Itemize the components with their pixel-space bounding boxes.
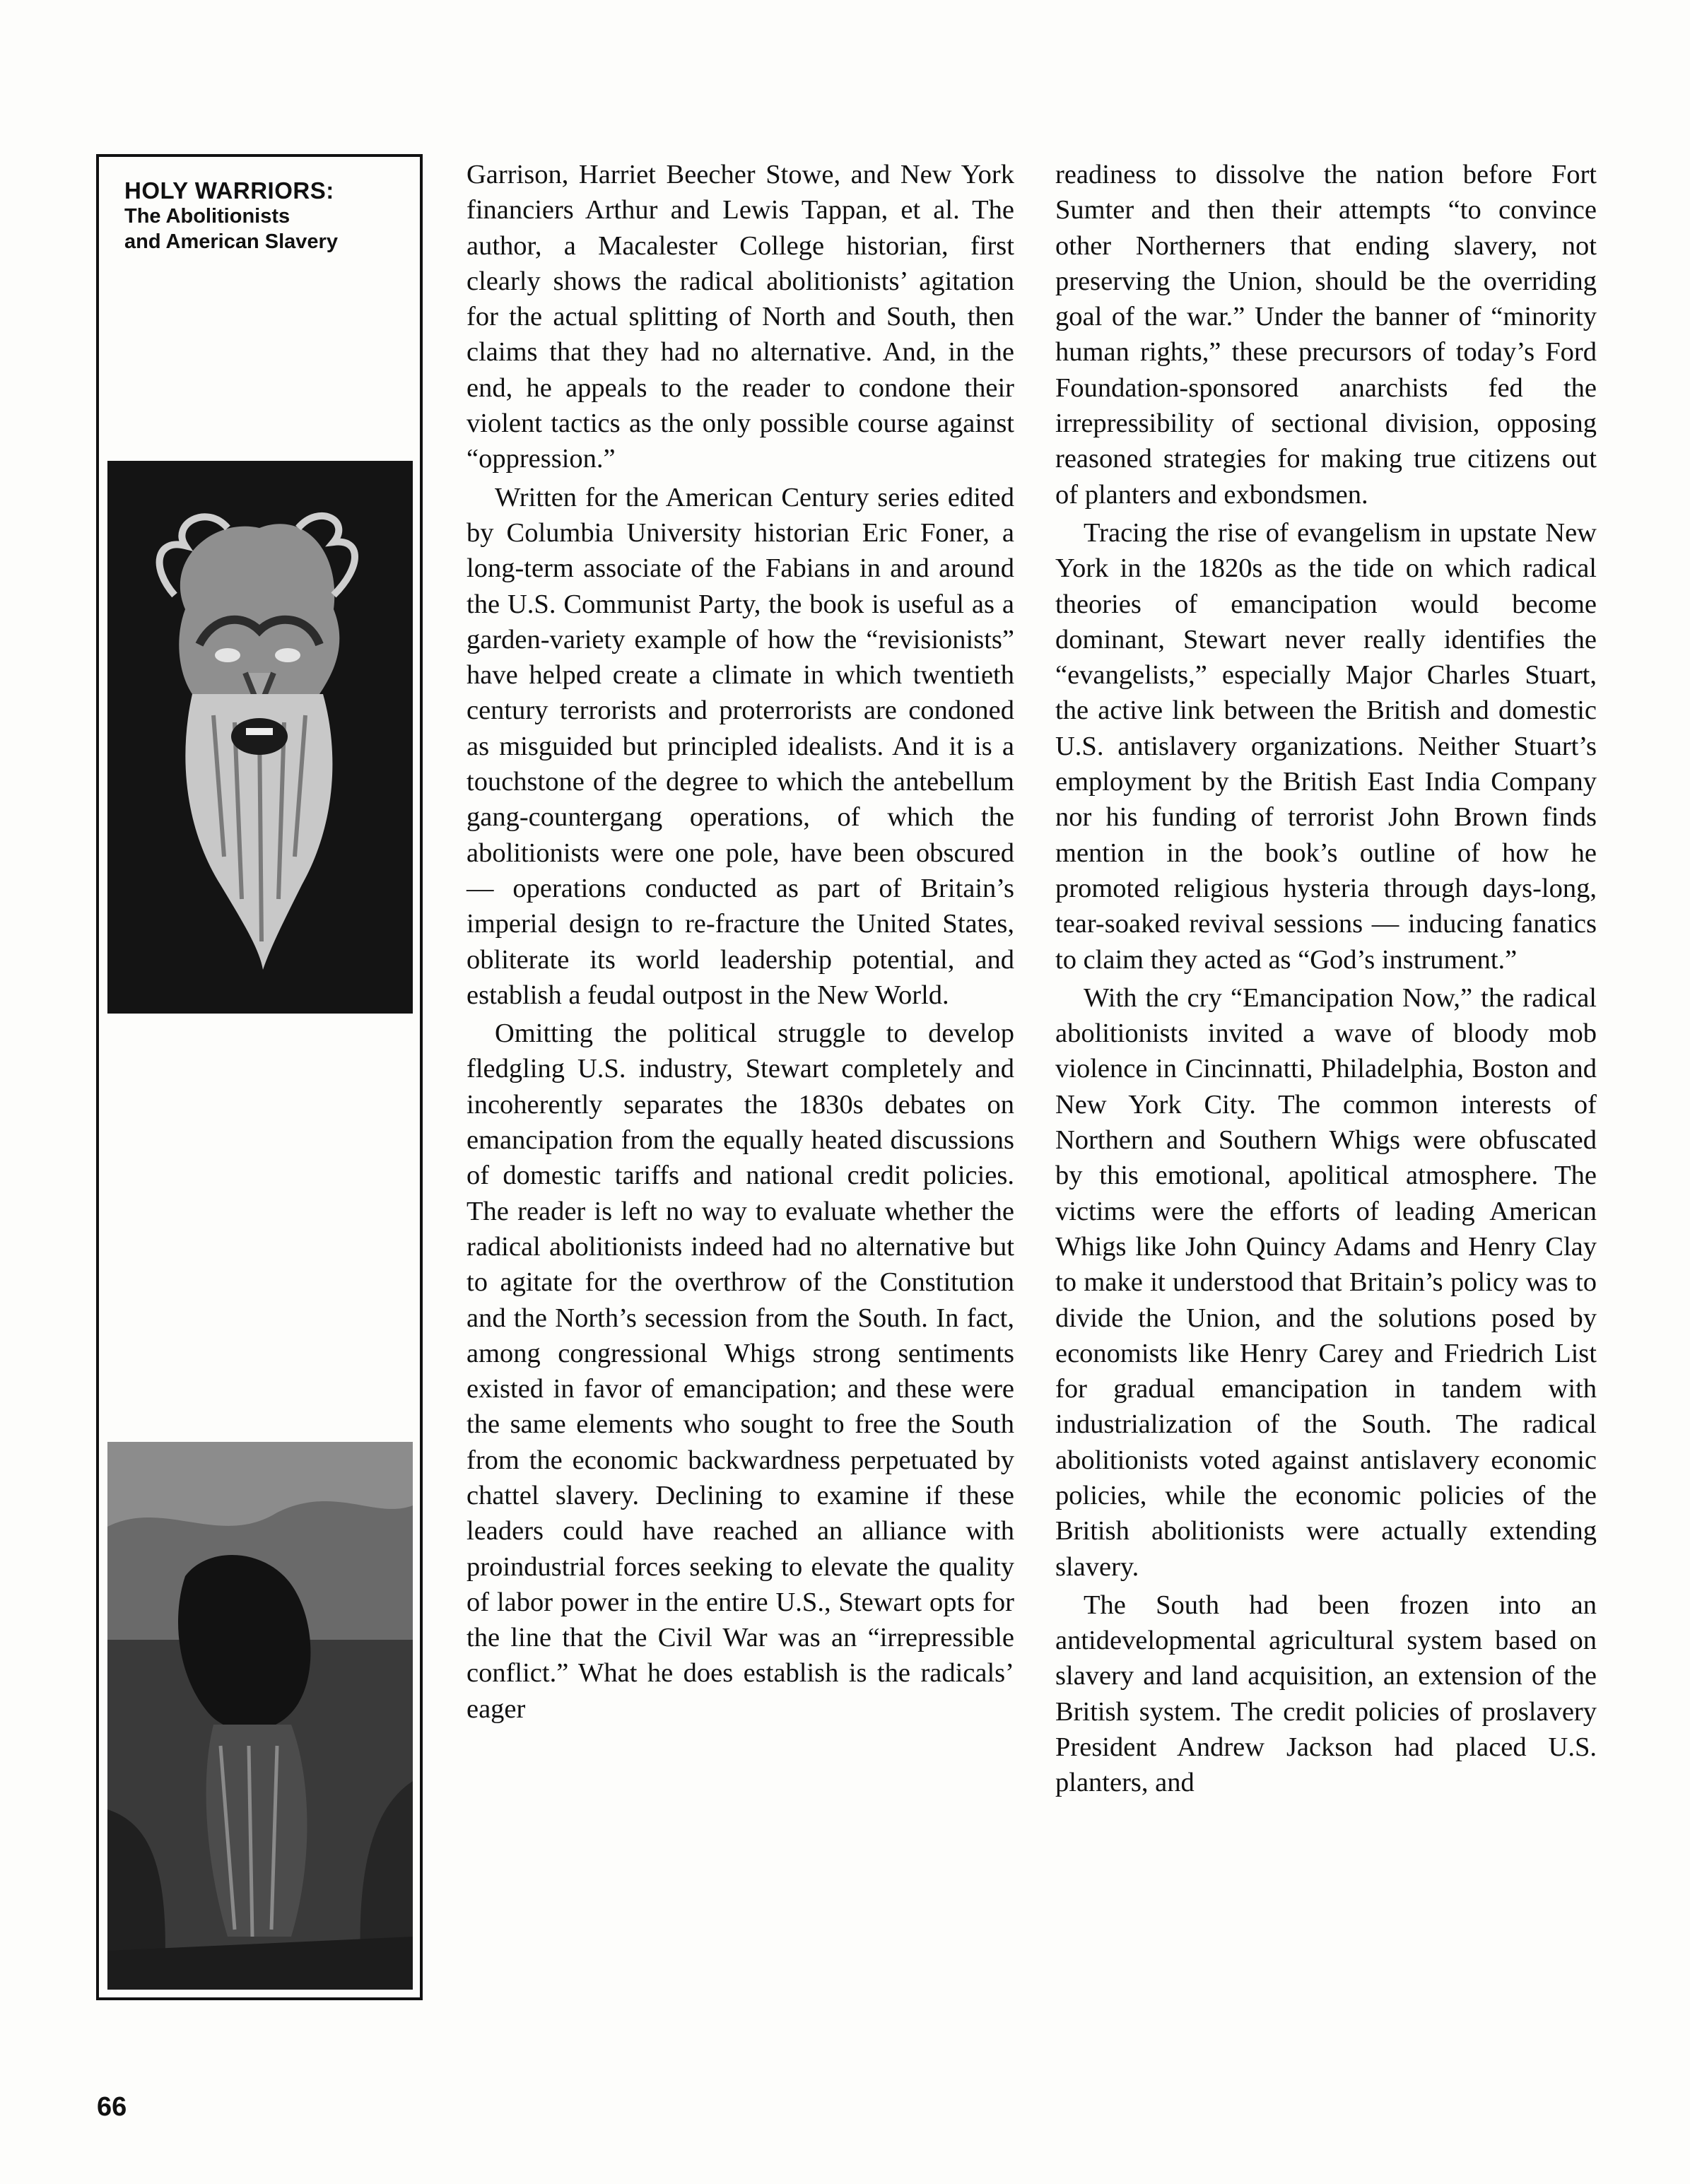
page-number: 66	[97, 2092, 127, 2122]
bearded-man-engraving	[107, 461, 413, 1014]
book-title: HOLY WARRIORS:	[124, 177, 334, 204]
article-paragraph: Written for the American Century series edited by Columbia University historian Eric Foner, a long-term associate of the Fabians in and around the U.S. Communist Party, the book is useful as a garden-variety example of how the “revisionists” have helped create a climate in which twentieth century terrorists and proterrorists are condoned as misguided but principled idealists. And it is a touchstone of the degree to which the antebellum gang-countergang operations, of which the abolitionists were one pole, have been obscured — operations conducted as part of Britain’s imperial design to re-fracture the United States, obliterate its world leadership potential, and establish a feudal outpost in the New World.	[466, 482, 1014, 1010]
article-column-middle	[466, 157, 1014, 1727]
book-title-block	[124, 178, 421, 254]
article-paragraph: Garrison, Harriet Beecher Stowe, and New York financiers Arthur and Lewis Tappan, et al. The author, a Macalester College historian, first clearly shows the radical abolitionists’ agitation for the actual splitting of North and South, then claims that they had no alternative. And, in the end, he appeals to the reader to condone their violent tactics as the only possible course against “oppression.”	[466, 160, 1014, 474]
dark-figure-engraving	[107, 1442, 413, 1990]
book-subtitle-line-1: The Abolitionists	[124, 205, 291, 228]
scene-illustration	[107, 1442, 413, 1990]
article-paragraph: Omitting the political struggle to develop fledgling U.S. industry, Stewart completely and incoherently separates the 1830s debates on emancipation from the equally heated discussions of domestic tariffs and national credit policies. The reader is left no way to evaluate whether the radical abolitionists indeed had no alternative but to agitate for the overthrow of the Constitution and the North’s secession from the South. In fact, among congressional Whigs strong sentiments existed in favor of emancipation; and these were the same elements who sought to free the South from the economic backwardness perpetuated by chattel slavery. Declining to examine if these leaders could have reached an alliance with proindustrial forces seeking to elevate the quality of labor power in the entire U.S., Stewart opts for the line that the Civil War was an “irrepressible conflict.” What he does establish is the radicals’ eager	[466, 1018, 1014, 1724]
portrait-illustration	[107, 461, 413, 1014]
article-paragraph: With the cry “Emancipation Now,” the radical abolitionists invited a wave of bloody mob violence in Cincinnatti, Philadelphia, Boston and New York City. The common interests of Northern and Southern Whigs were obfuscated by this emotional, apolitical atmosphere. The victims were the efforts of leading American Whigs like John Quincy Adams and Henry Clay to make it understood that Britain’s policy was to divide the Union, and the solutions posed by economists like Henry Carey and Friedrich List for gradual emancipation in tandem with industrialization of the South. The radical abolitionists voted against antislavery economic policies, while the economic policies of the British abolitionists were actually extending slavery.	[1055, 982, 1597, 1582]
article-column-right	[1055, 157, 1597, 1801]
article-paragraph: The South had been frozen into an antidevelopmental agricultural system based on slavery and land acquisition, an extension of the British system. The credit policies of proslavery President Andrew Jackson had placed U.S. planters, and	[1055, 1590, 1597, 1798]
book-sidebar	[96, 154, 423, 2000]
book-subtitle-line-2: and American Slavery	[124, 230, 338, 253]
article-paragraph: Tracing the rise of evangelism in upstate New York in the 1820s as the tide on which radical theories of emancipation would become dominant, Stewart never really identifies the “evangelists,” especially Major Charles Stuart, the active link between the British and domestic U.S. antislavery organizations. Neither Stuart’s employment by the British East India Company nor his funding of terrorist John Brown finds mention in the book’s outline of how he promoted religious hysteria through days-long, tear-soaked revival sessions — inducing fanatics to claim they acted as “God’s instrument.”	[1055, 517, 1597, 975]
article-paragraph: readiness to dissolve the nation before Fort Sumter and then their attempts “to convince other Northerners that ending slavery, not preserving the Union, should be the overriding goal of the war.” Under the banner of “minority human rights,” these precursors of today’s Ford Foundation-sponsored anarchists fed the irrepressibility of sectional division, opposing reasoned strategies for making true citizens out of planters and exbondsmen.	[1055, 160, 1597, 510]
